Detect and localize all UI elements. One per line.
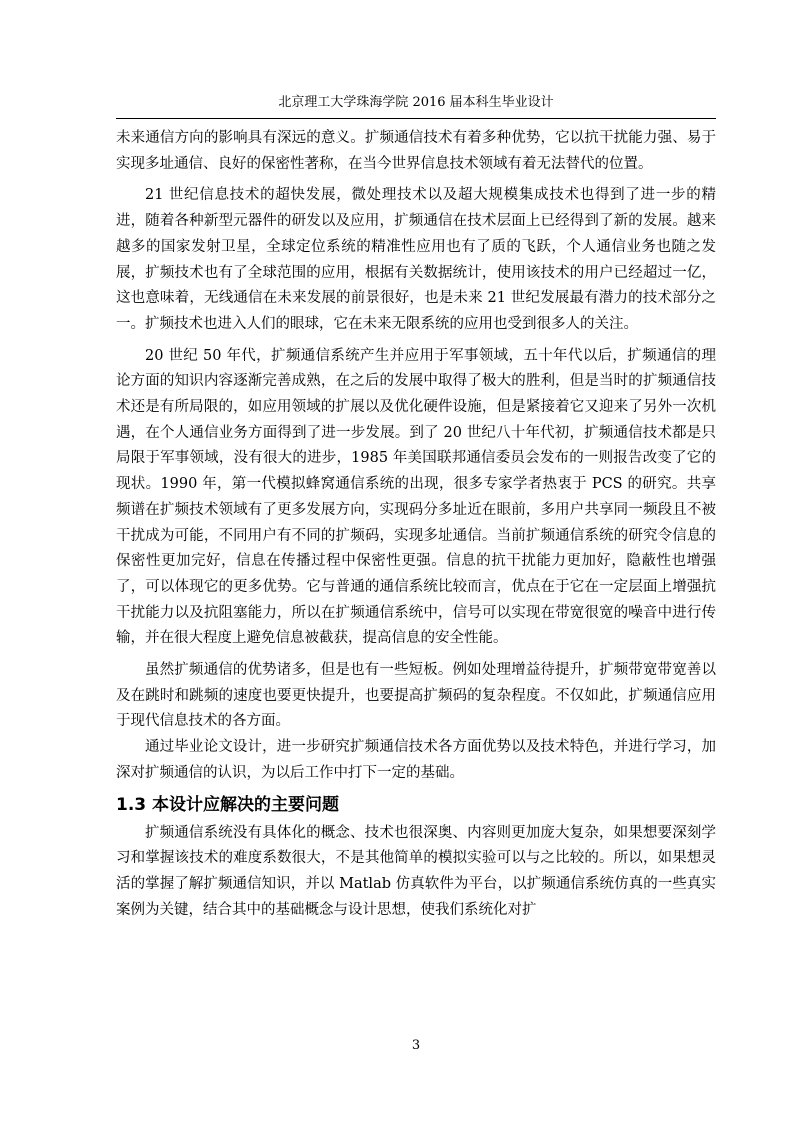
paragraph-history: 20 世纪 50 年代，扩频通信系统产生并应用于军事领域，五十年代以后，扩频通信的理论方面的知识内容逐渐完善成熟，在之后的发展中取得了极大的胜利，但是当时的扩频通信技术还是有所局限的，如应用领域的扩展以及优化硬件设施，但是紧接着它又迎来了另外一次机遇，在个人通信业务方面得到了进一步发展。到了 20 世纪八十年代初，扩频通信技术都是只局限于军事领域，没有很大的进步，1985 年美国联邦通信委员会发布的一则报告改变了它的现状。1990 年，第一代模拟蜂窝通信系统的出现，很多专家学者热衷于 PCS 的研究。共享频谱在扩频技术领域有了更多发展方向，实现码分多址近在眼前，多用户共享同一频段且不被干扰成为可能，不同用户有不同的扩频码，实现多址通信。当前扩频通信系统的研究令信息的保密性更加完好，信息在传播过程中保密性更强。信息的抗干扰能力更加好，隐蔽性也增强了，可以体现它的更多优势。它与普通的通信系统比较而言，优点在于它在一定层面上增强抗干扰能力以及抗阻塞能力，所以在扩频通信系统中，信号可以实现在带宽很宽的噪音中进行传输，并在很大程度上避免信息被截获，提高信息的安全性能。 [116, 347, 716, 647]
document-body [116, 126, 716, 923]
paragraph-problems: 扩频通信系统没有具体化的概念、技术也很深奥、内容则更加庞大复杂，如果想要深刻学习和掌握该技术的难度系数很大，不是其他简单的模拟实验可以与之比较的。所以，如果想灵活的掌握了解扩频通信知识，并以 Matlab 仿真软件为平台，以扩频通信系统仿真的一些真实案例为关键，结合其中的基础概念与设计思想，使我们系统化对扩 [116, 824, 716, 918]
page-number: 3 [411, 1038, 421, 1053]
paragraph-purpose: 通过毕业论文设计，进一步研究扩频通信技术各方面优势以及技术特色，并进行学习，加深对扩频通信的认识，为以后工作中打下一定的基础。 [116, 739, 716, 781]
paragraph-continued: 未来通信方向的影响具有深远的意义。扩频通信技术有着多种优势，它以抗干扰能力强、易于实现多址通信、良好的保密性著称，在当今世界信息技术领域有着无法替代的位置。 [116, 130, 716, 172]
paragraph-shortcomings: 虽然扩频通信的优势诸多，但是也有一些短板。例如处理增益待提升，扩频带宽带宽善以及在跳时和跳频的速度也要更快提升，也要提高扩频码的复杂程度。不仅如此，扩频通信应用于现代信息技术的各方面。 [116, 662, 716, 730]
paragraph-21st-century: 21 世纪信息技术的超快发展，微处理技术以及超大规模集成技术也得到了进一步的精进，随着各种新型元器件的研发以及应用，扩频通信在技术层面上已经得到了新的发展。越来越多的国家发射卫星，全球定位系统的精准性应用也有了质的飞跃，个人通信业务也随之发展，扩频技术也有了全球范围的应用，根据有关数据统计，使用该技术的用户已经超过一亿，这也意味着，无线通信在未来发展的前景很好，也是未来 21 世纪发展最有潜力的技术部分之一。扩频技术也进入人们的眼球，它在未来无限系统的应用也受到很多人的关注。 [116, 187, 716, 332]
page-header: 北京理工大学珠海学院 2016 届本科生毕业设计 [278, 95, 554, 110]
header-rule [116, 118, 716, 119]
section-heading: 1.3 本设计应解决的主要问题 [116, 794, 340, 815]
